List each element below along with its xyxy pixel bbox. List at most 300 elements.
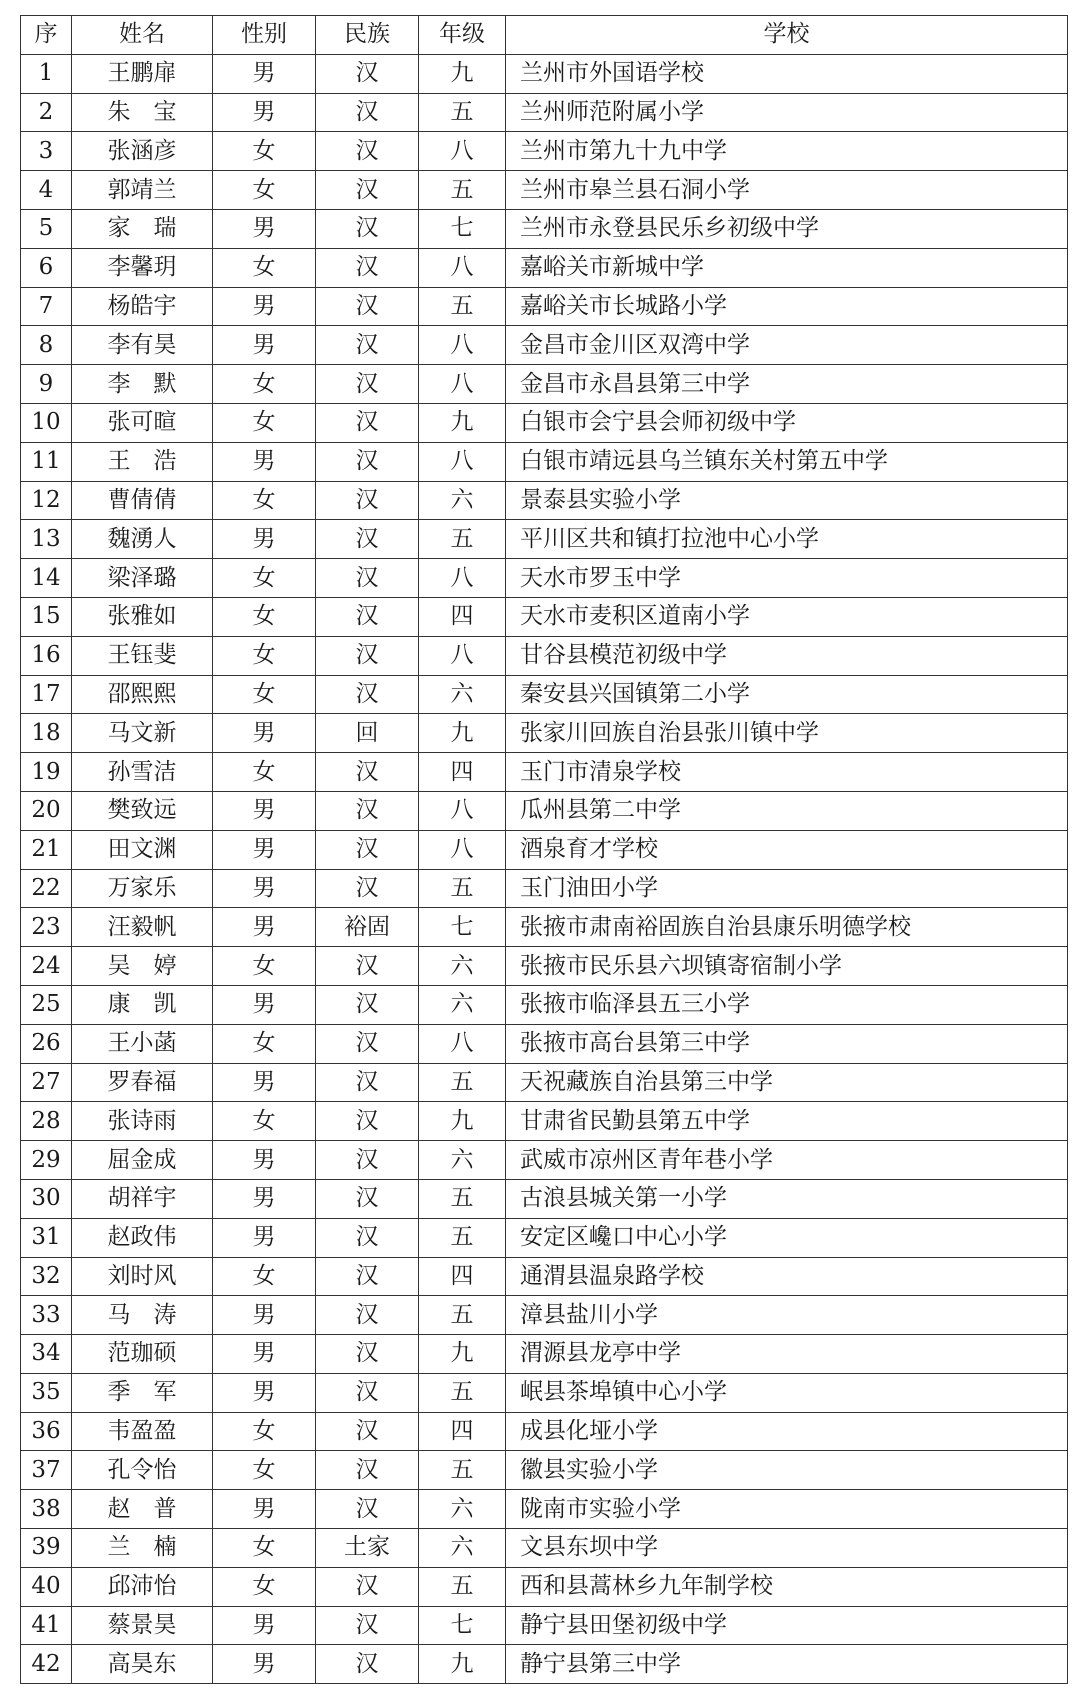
student-name-cell: 朱 宝: [72, 93, 213, 132]
table-row: [21, 947, 1068, 986]
row-index-cell: 25: [21, 985, 72, 1024]
school-name-cell: 兰州市永登县民乐乡初级中学: [506, 209, 1068, 248]
gender-cell: 男: [213, 1335, 316, 1374]
row-index-cell: 4: [21, 171, 72, 210]
grade-cell: 五: [419, 1296, 506, 1335]
gender-cell: 男: [213, 1373, 316, 1412]
student-name-cell: 孙雪洁: [72, 753, 213, 792]
gender-cell: 男: [213, 287, 316, 326]
grade-cell: 八: [419, 791, 506, 830]
grade-cell: 五: [419, 1218, 506, 1257]
grade-cell: 七: [419, 209, 506, 248]
school-name-cell: 天水市罗玉中学: [506, 559, 1068, 598]
ethnicity-cell: 汉: [316, 481, 419, 520]
table-row: [21, 1296, 1068, 1335]
row-index-cell: 2: [21, 93, 72, 132]
school-name-cell: 金昌市金川区双湾中学: [506, 326, 1068, 365]
row-index-cell: 28: [21, 1102, 72, 1141]
table-row: [21, 1141, 1068, 1180]
ethnicity-cell: 汉: [316, 248, 419, 287]
gender-cell: 男: [213, 869, 316, 908]
ethnicity-cell: 汉: [316, 1373, 419, 1412]
table-body: [21, 54, 1068, 1683]
ethnicity-cell: 汉: [316, 1567, 419, 1606]
row-index-cell: 33: [21, 1296, 72, 1335]
table-row: [21, 1645, 1068, 1684]
row-index-cell: 26: [21, 1024, 72, 1063]
school-name-cell: 文县东坝中学: [506, 1529, 1068, 1568]
ethnicity-cell: 汉: [316, 559, 419, 598]
student-name-cell: 高昊东: [72, 1645, 213, 1684]
grade-cell: 九: [419, 714, 506, 753]
grade-cell: 六: [419, 481, 506, 520]
table-row: [21, 830, 1068, 869]
school-name-cell: 古浪县城关第一小学: [506, 1179, 1068, 1218]
gender-cell: 女: [213, 753, 316, 792]
gender-cell: 男: [213, 1218, 316, 1257]
ethnicity-cell: 汉: [316, 209, 419, 248]
table-row: [21, 1373, 1068, 1412]
school-name-cell: 渭源县龙亭中学: [506, 1335, 1068, 1374]
table-row: [21, 54, 1068, 93]
table-row: [21, 714, 1068, 753]
ethnicity-cell: 汉: [316, 869, 419, 908]
ethnicity-cell: 汉: [316, 791, 419, 830]
gender-cell: 女: [213, 947, 316, 986]
table-row: [21, 1102, 1068, 1141]
grade-cell: 五: [419, 287, 506, 326]
school-name-cell: 徽县实验小学: [506, 1451, 1068, 1490]
student-roster-sheet: [20, 15, 1068, 1684]
school-name-cell: 兰州市外国语学校: [506, 54, 1068, 93]
student-name-cell: 范珈硕: [72, 1335, 213, 1374]
ethnicity-cell: 汉: [316, 1490, 419, 1529]
student-name-cell: 韦盈盈: [72, 1412, 213, 1451]
row-index-cell: 22: [21, 869, 72, 908]
table-row: [21, 365, 1068, 404]
row-index-cell: 39: [21, 1529, 72, 1568]
ethnicity-cell: 裕固: [316, 908, 419, 947]
grade-cell: 四: [419, 1257, 506, 1296]
table-row: [21, 481, 1068, 520]
row-index-cell: 42: [21, 1645, 72, 1684]
student-name-cell: 王鹏扉: [72, 54, 213, 93]
table-row: [21, 1024, 1068, 1063]
gender-cell: 女: [213, 403, 316, 442]
row-index-cell: 38: [21, 1490, 72, 1529]
table-row: [21, 1335, 1068, 1374]
grade-cell: 八: [419, 326, 506, 365]
grade-cell: 四: [419, 753, 506, 792]
grade-cell: 六: [419, 1490, 506, 1529]
ethnicity-cell: 汉: [316, 636, 419, 675]
row-index-cell: 23: [21, 908, 72, 947]
gender-cell: 女: [213, 597, 316, 636]
table-row: [21, 287, 1068, 326]
gender-cell: 男: [213, 93, 316, 132]
row-index-cell: 18: [21, 714, 72, 753]
student-name-cell: 王 浩: [72, 442, 213, 481]
gender-cell: 男: [213, 908, 316, 947]
grade-cell: 九: [419, 54, 506, 93]
student-name-cell: 汪毅帆: [72, 908, 213, 947]
gender-cell: 男: [213, 326, 316, 365]
row-index-cell: 1: [21, 54, 72, 93]
gender-cell: 男: [213, 1606, 316, 1645]
grade-cell: 九: [419, 1645, 506, 1684]
ethnicity-cell: 汉: [316, 947, 419, 986]
student-name-cell: 康 凯: [72, 985, 213, 1024]
row-index-cell: 5: [21, 209, 72, 248]
grade-cell: 七: [419, 1606, 506, 1645]
grade-cell: 六: [419, 1529, 506, 1568]
ethnicity-cell: 回: [316, 714, 419, 753]
school-name-cell: 兰州市皋兰县石洞小学: [506, 171, 1068, 210]
ethnicity-cell: 汉: [316, 1141, 419, 1180]
student-name-cell: 季 军: [72, 1373, 213, 1412]
school-name-cell: 金昌市永昌县第三中学: [506, 365, 1068, 404]
ethnicity-cell: 汉: [316, 1218, 419, 1257]
table-row: [21, 908, 1068, 947]
table-row: [21, 326, 1068, 365]
header-ethnicity: 民族: [316, 16, 419, 55]
table-row: [21, 1257, 1068, 1296]
ethnicity-cell: 汉: [316, 365, 419, 404]
gender-cell: 女: [213, 1102, 316, 1141]
row-index-cell: 7: [21, 287, 72, 326]
gender-cell: 女: [213, 675, 316, 714]
table-row: [21, 520, 1068, 559]
student-name-cell: 梁泽璐: [72, 559, 213, 598]
table-row: [21, 209, 1068, 248]
ethnicity-cell: 汉: [316, 985, 419, 1024]
gender-cell: 女: [213, 1529, 316, 1568]
student-name-cell: 邵熙熙: [72, 675, 213, 714]
row-index-cell: 36: [21, 1412, 72, 1451]
header-row: [21, 16, 1068, 55]
student-name-cell: 屈金成: [72, 1141, 213, 1180]
table-row: [21, 1490, 1068, 1529]
ethnicity-cell: 汉: [316, 1451, 419, 1490]
grade-cell: 九: [419, 1102, 506, 1141]
student-name-cell: 张涵彦: [72, 132, 213, 171]
header-school: 学校: [506, 16, 1068, 55]
ethnicity-cell: 汉: [316, 1063, 419, 1102]
school-name-cell: 嘉峪关市长城路小学: [506, 287, 1068, 326]
grade-cell: 八: [419, 830, 506, 869]
school-name-cell: 玉门油田小学: [506, 869, 1068, 908]
ethnicity-cell: 汉: [316, 597, 419, 636]
school-name-cell: 西和县蒿林乡九年制学校: [506, 1567, 1068, 1606]
student-name-cell: 张诗雨: [72, 1102, 213, 1141]
row-index-cell: 13: [21, 520, 72, 559]
row-index-cell: 31: [21, 1218, 72, 1257]
grade-cell: 五: [419, 1373, 506, 1412]
student-name-cell: 张雅如: [72, 597, 213, 636]
row-index-cell: 11: [21, 442, 72, 481]
ethnicity-cell: 汉: [316, 1024, 419, 1063]
student-name-cell: 李 默: [72, 365, 213, 404]
gender-cell: 男: [213, 1063, 316, 1102]
grade-cell: 四: [419, 597, 506, 636]
gender-cell: 男: [213, 1490, 316, 1529]
table-row: [21, 132, 1068, 171]
school-name-cell: 张掖市临泽县五三小学: [506, 985, 1068, 1024]
school-name-cell: 成县化垭小学: [506, 1412, 1068, 1451]
row-index-cell: 29: [21, 1141, 72, 1180]
grade-cell: 六: [419, 985, 506, 1024]
gender-cell: 男: [213, 54, 316, 93]
row-index-cell: 19: [21, 753, 72, 792]
school-name-cell: 玉门市清泉学校: [506, 753, 1068, 792]
student-name-cell: 李馨玥: [72, 248, 213, 287]
table-row: [21, 675, 1068, 714]
student-name-cell: 王小菡: [72, 1024, 213, 1063]
school-name-cell: 秦安县兴国镇第二小学: [506, 675, 1068, 714]
school-name-cell: 漳县盐川小学: [506, 1296, 1068, 1335]
row-index-cell: 12: [21, 481, 72, 520]
gender-cell: 女: [213, 1257, 316, 1296]
ethnicity-cell: 汉: [316, 830, 419, 869]
ethnicity-cell: 汉: [316, 1102, 419, 1141]
table-row: [21, 1529, 1068, 1568]
student-name-cell: 杨皓宇: [72, 287, 213, 326]
student-name-cell: 魏湧人: [72, 520, 213, 559]
grade-cell: 五: [419, 171, 506, 210]
school-name-cell: 静宁县第三中学: [506, 1645, 1068, 1684]
school-name-cell: 张掖市肃南裕固族自治县康乐明德学校: [506, 908, 1068, 947]
student-name-cell: 郭靖兰: [72, 171, 213, 210]
grade-cell: 四: [419, 1412, 506, 1451]
gender-cell: 男: [213, 520, 316, 559]
table-row: [21, 171, 1068, 210]
school-name-cell: 瓜州县第二中学: [506, 791, 1068, 830]
grade-cell: 五: [419, 1567, 506, 1606]
gender-cell: 男: [213, 442, 316, 481]
ethnicity-cell: 汉: [316, 520, 419, 559]
table-row: [21, 559, 1068, 598]
row-index-cell: 32: [21, 1257, 72, 1296]
grade-cell: 五: [419, 1179, 506, 1218]
gender-cell: 男: [213, 1179, 316, 1218]
ethnicity-cell: 汉: [316, 753, 419, 792]
school-name-cell: 天水市麦积区道南小学: [506, 597, 1068, 636]
school-name-cell: 甘肃省民勤县第五中学: [506, 1102, 1068, 1141]
gender-cell: 男: [213, 1645, 316, 1684]
gender-cell: 女: [213, 248, 316, 287]
row-index-cell: 37: [21, 1451, 72, 1490]
ethnicity-cell: 汉: [316, 171, 419, 210]
student-name-cell: 蔡景昊: [72, 1606, 213, 1645]
student-roster-table: [20, 15, 1068, 1684]
school-name-cell: 白银市靖远县乌兰镇东关村第五中学: [506, 442, 1068, 481]
gender-cell: 男: [213, 791, 316, 830]
row-index-cell: 27: [21, 1063, 72, 1102]
table-row: [21, 597, 1068, 636]
header-gender: 性别: [213, 16, 316, 55]
header-name: 姓名: [72, 16, 213, 55]
school-name-cell: 景泰县实验小学: [506, 481, 1068, 520]
school-name-cell: 陇南市实验小学: [506, 1490, 1068, 1529]
student-name-cell: 家 瑞: [72, 209, 213, 248]
ethnicity-cell: 汉: [316, 287, 419, 326]
school-name-cell: 通渭县温泉路学校: [506, 1257, 1068, 1296]
row-index-cell: 17: [21, 675, 72, 714]
grade-cell: 五: [419, 869, 506, 908]
school-name-cell: 兰州师范附属小学: [506, 93, 1068, 132]
gender-cell: 男: [213, 1141, 316, 1180]
table-row: [21, 985, 1068, 1024]
gender-cell: 女: [213, 171, 316, 210]
ethnicity-cell: 汉: [316, 1335, 419, 1374]
row-index-cell: 21: [21, 830, 72, 869]
grade-cell: 六: [419, 675, 506, 714]
row-index-cell: 20: [21, 791, 72, 830]
gender-cell: 男: [213, 1296, 316, 1335]
gender-cell: 女: [213, 636, 316, 675]
ethnicity-cell: 汉: [316, 93, 419, 132]
gender-cell: 女: [213, 481, 316, 520]
gender-cell: 女: [213, 1412, 316, 1451]
row-index-cell: 9: [21, 365, 72, 404]
grade-cell: 八: [419, 1024, 506, 1063]
grade-cell: 六: [419, 1141, 506, 1180]
student-name-cell: 刘时风: [72, 1257, 213, 1296]
table-row: [21, 1412, 1068, 1451]
table-row: [21, 1063, 1068, 1102]
grade-cell: 九: [419, 1335, 506, 1374]
gender-cell: 女: [213, 1024, 316, 1063]
ethnicity-cell: 汉: [316, 1179, 419, 1218]
table-row: [21, 248, 1068, 287]
gender-cell: 女: [213, 365, 316, 404]
student-name-cell: 万家乐: [72, 869, 213, 908]
ethnicity-cell: 汉: [316, 1257, 419, 1296]
school-name-cell: 张家川回族自治县张川镇中学: [506, 714, 1068, 753]
ethnicity-cell: 土家: [316, 1529, 419, 1568]
gender-cell: 男: [213, 714, 316, 753]
ethnicity-cell: 汉: [316, 132, 419, 171]
gender-cell: 女: [213, 1567, 316, 1606]
student-name-cell: 马 涛: [72, 1296, 213, 1335]
student-name-cell: 樊致远: [72, 791, 213, 830]
row-index-cell: 16: [21, 636, 72, 675]
row-index-cell: 34: [21, 1335, 72, 1374]
school-name-cell: 甘谷县模范初级中学: [506, 636, 1068, 675]
ethnicity-cell: 汉: [316, 442, 419, 481]
ethnicity-cell: 汉: [316, 403, 419, 442]
grade-cell: 八: [419, 636, 506, 675]
school-name-cell: 白银市会宁县会师初级中学: [506, 403, 1068, 442]
grade-cell: 八: [419, 559, 506, 598]
row-index-cell: 40: [21, 1567, 72, 1606]
gender-cell: 男: [213, 985, 316, 1024]
student-name-cell: 李有昊: [72, 326, 213, 365]
grade-cell: 八: [419, 132, 506, 171]
ethnicity-cell: 汉: [316, 1606, 419, 1645]
table-row: [21, 636, 1068, 675]
student-name-cell: 吴 婷: [72, 947, 213, 986]
ethnicity-cell: 汉: [316, 675, 419, 714]
student-name-cell: 胡祥宇: [72, 1179, 213, 1218]
student-name-cell: 邱沛怡: [72, 1567, 213, 1606]
row-index-cell: 41: [21, 1606, 72, 1645]
row-index-cell: 8: [21, 326, 72, 365]
row-index-cell: 15: [21, 597, 72, 636]
school-name-cell: 张掖市高台县第三中学: [506, 1024, 1068, 1063]
table-row: [21, 403, 1068, 442]
table-row: [21, 791, 1068, 830]
header-grade: 年级: [419, 16, 506, 55]
row-index-cell: 3: [21, 132, 72, 171]
row-index-cell: 10: [21, 403, 72, 442]
ethnicity-cell: 汉: [316, 1645, 419, 1684]
gender-cell: 男: [213, 209, 316, 248]
row-index-cell: 30: [21, 1179, 72, 1218]
grade-cell: 八: [419, 365, 506, 404]
school-name-cell: 兰州市第九十九中学: [506, 132, 1068, 171]
student-name-cell: 张可暄: [72, 403, 213, 442]
school-name-cell: 嘉峪关市新城中学: [506, 248, 1068, 287]
student-name-cell: 兰 楠: [72, 1529, 213, 1568]
grade-cell: 五: [419, 1063, 506, 1102]
gender-cell: 男: [213, 830, 316, 869]
ethnicity-cell: 汉: [316, 1412, 419, 1451]
table-row: [21, 753, 1068, 792]
grade-cell: 五: [419, 93, 506, 132]
student-name-cell: 赵政伟: [72, 1218, 213, 1257]
gender-cell: 女: [213, 132, 316, 171]
school-name-cell: 平川区共和镇打拉池中心小学: [506, 520, 1068, 559]
student-name-cell: 王钰斐: [72, 636, 213, 675]
table-header: [21, 16, 1068, 55]
school-name-cell: 安定区巉口中心小学: [506, 1218, 1068, 1257]
row-index-cell: 14: [21, 559, 72, 598]
table-row: [21, 1218, 1068, 1257]
table-row: [21, 1567, 1068, 1606]
school-name-cell: 酒泉育才学校: [506, 830, 1068, 869]
school-name-cell: 静宁县田堡初级中学: [506, 1606, 1068, 1645]
student-name-cell: 赵 普: [72, 1490, 213, 1529]
row-index-cell: 35: [21, 1373, 72, 1412]
grade-cell: 七: [419, 908, 506, 947]
school-name-cell: 武威市凉州区青年巷小学: [506, 1141, 1068, 1180]
table-row: [21, 442, 1068, 481]
grade-cell: 八: [419, 248, 506, 287]
row-index-cell: 24: [21, 947, 72, 986]
ethnicity-cell: 汉: [316, 326, 419, 365]
header-index: 序: [21, 16, 72, 55]
ethnicity-cell: 汉: [316, 54, 419, 93]
table-row: [21, 1606, 1068, 1645]
school-name-cell: 张掖市民乐县六坝镇寄宿制小学: [506, 947, 1068, 986]
grade-cell: 五: [419, 520, 506, 559]
grade-cell: 九: [419, 403, 506, 442]
table-row: [21, 93, 1068, 132]
ethnicity-cell: 汉: [316, 1296, 419, 1335]
student-name-cell: 田文渊: [72, 830, 213, 869]
school-name-cell: 天祝藏族自治县第三中学: [506, 1063, 1068, 1102]
school-name-cell: 岷县茶埠镇中心小学: [506, 1373, 1068, 1412]
student-name-cell: 孔令怡: [72, 1451, 213, 1490]
student-name-cell: 曹倩倩: [72, 481, 213, 520]
gender-cell: 女: [213, 559, 316, 598]
row-index-cell: 6: [21, 248, 72, 287]
grade-cell: 六: [419, 947, 506, 986]
student-name-cell: 罗春福: [72, 1063, 213, 1102]
student-name-cell: 马文新: [72, 714, 213, 753]
table-row: [21, 869, 1068, 908]
